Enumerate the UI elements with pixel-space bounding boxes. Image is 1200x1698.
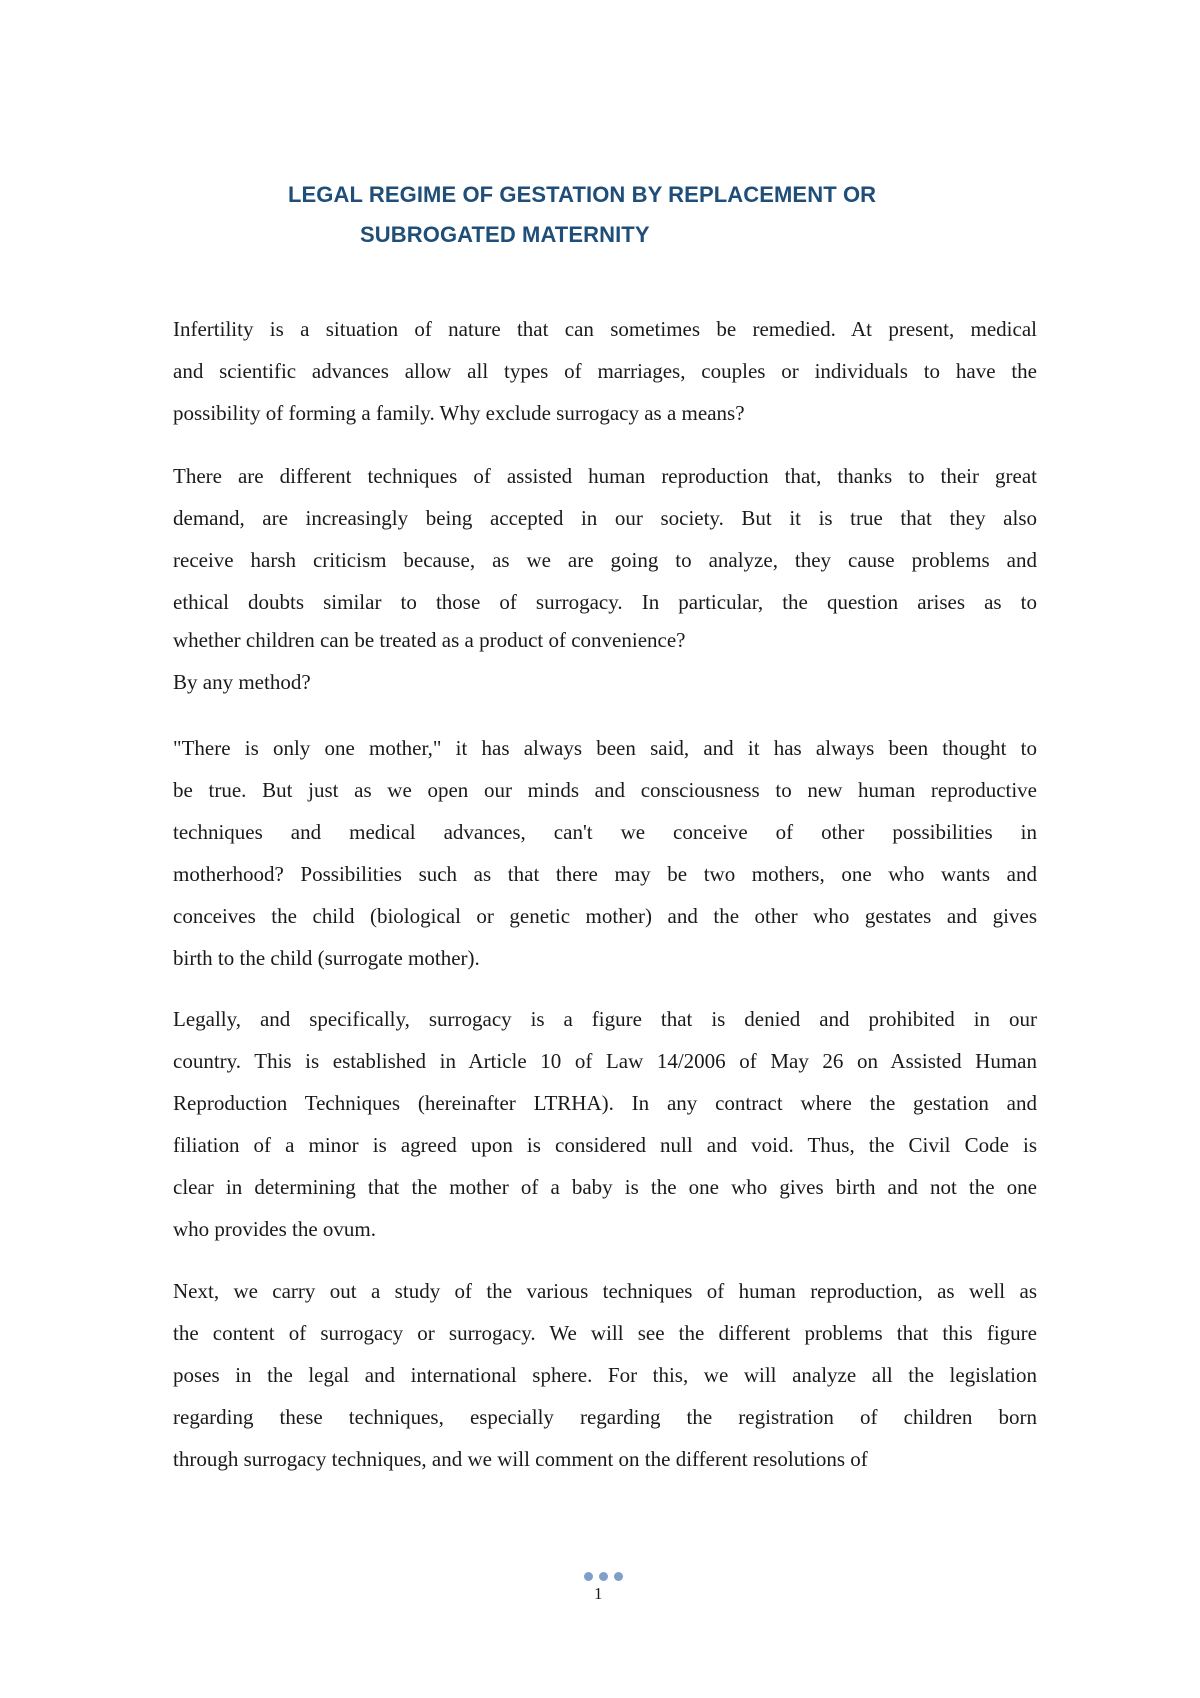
paragraph-line: "There is only one mother," it has always been said, and it has always been thought to [173,736,1037,760]
paragraph-line: ethical doubts similar to those of surrogacy. In particular, the question arises as to [173,590,1037,614]
paragraph-5 [173,1270,1037,1480]
paragraph-line: By any method? [173,670,311,694]
paragraph-line: possibility of forming a family. Why exclude surrogacy as a means? [173,401,745,425]
paragraph-line: Reproduction Techniques (hereinafter LTRHA). In any contract where the gestation and [173,1091,1037,1115]
paragraph-line: whether children can be treated as a product of convenience? [173,628,686,652]
paragraph-line: and scientific advances allow all types of marriages, couples or individuals to have the [173,359,1037,383]
paragraph-3 [173,727,1037,979]
paragraph-line: the content of surrogacy or surrogacy. We will see the different problems that this figure [173,1321,1037,1345]
paragraph-line: birth to the child (surrogate mother). [173,946,480,970]
document-title-line-1: LEGAL REGIME OF GESTATION BY REPLACEMENT OR [288,182,877,207]
paragraph-line: through surrogacy techniques, and we will comment on the different resolutions of [173,1447,868,1471]
paragraph-line: filiation of a minor is agreed upon is considered null and void. Thus, the Civil Code is [173,1133,1037,1157]
paragraph-line: poses in the legal and international sphere. For this, we will analyze all the legislation [173,1363,1037,1387]
paragraph-line: demand, are increasingly being accepted in our society. But it is true that they also [173,506,1037,530]
paragraph-1 [173,308,1037,434]
footer-dots-ornament [584,1572,623,1581]
paragraph-4 [173,998,1037,1250]
paragraph-line: clear in determining that the mother of a baby is the one who gives birth and not the one [173,1175,1037,1199]
paragraph-line: who provides the ovum. [173,1217,376,1241]
paragraph-line: Legally, and specifically, surrogacy is a figure that is denied and prohibited in our [173,1007,1037,1031]
dot-icon [599,1572,608,1581]
paragraph-line: be true. But just as we open our minds and consciousness to new human reproductive [173,778,1037,802]
paragraph-line: receive harsh criticism because, as we are going to analyze, they cause problems and [173,548,1037,572]
paragraph-line: regarding these techniques, especially regarding the registration of children born [173,1405,1037,1429]
page-number: 1 [594,1584,603,1603]
paragraph-line: conceives the child (biological or genetic mother) and the other who gestates and gives [173,904,1037,928]
paragraph-line: There are different techniques of assisted human reproduction that, thanks to their great [173,464,1037,488]
paragraph-line: Infertility is a situation of nature that can sometimes be remedied. At present, medical [173,317,1037,341]
paragraph-line: Next, we carry out a study of the various techniques of human reproduction, as well as [173,1279,1037,1303]
paragraph-line: motherhood? Possibilities such as that there may be two mothers, one who wants and [173,862,1037,886]
paragraph-2 [173,455,1037,703]
paragraph-line: techniques and medical advances, can't we conceive of other possibilities in [173,820,1037,844]
document-title-line-2: SUBROGATED MATERNITY [360,222,650,247]
dot-icon [584,1572,593,1581]
dot-icon [614,1572,623,1581]
paragraph-line: country. This is established in Article 10 of Law 14/2006 of May 26 on Assisted Human [173,1049,1037,1073]
